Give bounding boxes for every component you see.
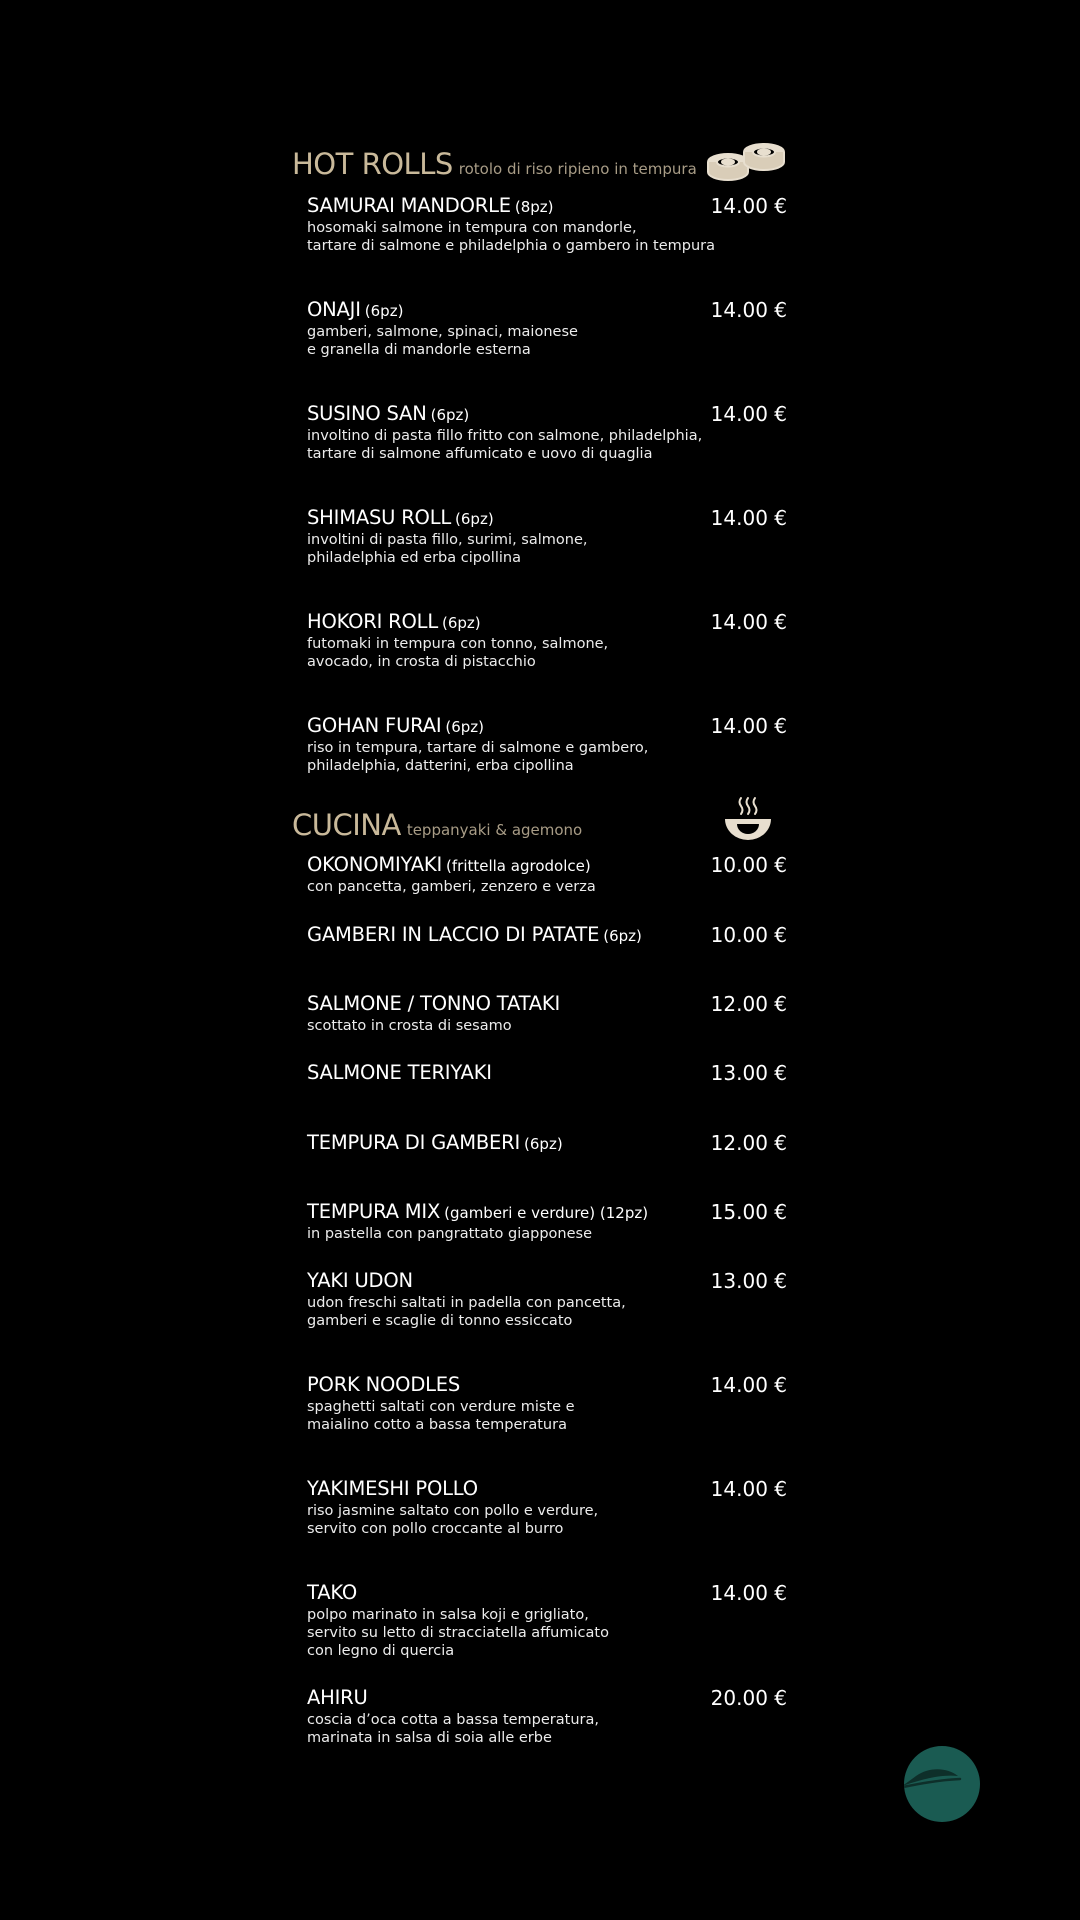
- item-desc-line: involtini di pasta fillo, surimi, salmone,: [307, 532, 588, 548]
- item-name: GOHAN FURAI: [307, 714, 442, 737]
- item-price: 15.00 €: [710, 1200, 787, 1224]
- item-qty: (6pz): [524, 1135, 563, 1153]
- menu-item: [307, 1476, 787, 1538]
- menu-item: [307, 991, 787, 1035]
- item-desc-line: con legno di quercia: [307, 1643, 455, 1659]
- item-qty: (6pz): [603, 927, 642, 945]
- item-desc-line: futomaki in tempura con tonno, salmone,: [307, 636, 609, 652]
- section-title: CUCINA: [292, 808, 401, 842]
- item-name: ONAJI: [307, 298, 361, 321]
- item-desc-line: riso jasmine saltato con pollo e verdure,: [307, 1503, 599, 1519]
- item-desc-line: servito con pollo croccante al burro: [307, 1521, 564, 1537]
- item-desc-line: in pastella con pangrattato giapponese: [307, 1226, 593, 1242]
- menu-item: [307, 1268, 787, 1330]
- item-desc-line: maialino cotto a bassa temperatura: [307, 1417, 567, 1433]
- item-qty: (6pz): [445, 718, 485, 736]
- item-price: 14.00 €: [710, 298, 787, 322]
- menu-item: [307, 401, 787, 463]
- section-title: HOT ROLLS: [292, 147, 453, 181]
- item-desc-line: con pancetta, gamberi, zenzero e verza: [307, 879, 596, 895]
- item-desc-line: riso in tempura, tartare di salmone e gambero,: [307, 740, 649, 756]
- item-qty: (8pz): [514, 198, 554, 216]
- item-qty: (frittella agrodolce): [446, 857, 591, 875]
- item-price: 12.00 €: [710, 992, 787, 1016]
- item-price: 12.00 €: [710, 1131, 787, 1155]
- menu-item: [307, 1372, 787, 1434]
- item-price: 10.00 €: [710, 853, 787, 877]
- item-price: 14.00 €: [710, 1581, 787, 1605]
- item-desc-line: involtino di pasta fillo fritto con salmone, philadelphia,: [307, 428, 703, 444]
- steaming-bowl-icon: [722, 795, 774, 843]
- item-price: 14.00 €: [710, 194, 787, 218]
- leaf-logo-icon: [904, 1746, 966, 1822]
- item-price: 13.00 €: [710, 1061, 787, 1085]
- item-price: 14.00 €: [710, 610, 787, 634]
- section-header-cucina: [292, 808, 582, 842]
- item-desc-line: marinata in salsa di soia alle erbe: [307, 1730, 552, 1746]
- item-price: 14.00 €: [710, 506, 787, 530]
- section-subtitle: rotolo di riso ripieno in tempura: [458, 160, 697, 178]
- item-name: SALMONE / TONNO TATAKI: [307, 992, 561, 1015]
- item-name: AHIRU: [307, 1686, 368, 1709]
- item-price: 14.00 €: [710, 402, 787, 426]
- menu-item: [307, 1060, 787, 1086]
- item-desc-line: polpo marinato in salsa koji e grigliato,: [307, 1607, 589, 1623]
- menu-item: [307, 852, 787, 896]
- item-desc-line: scottato in crosta di sesamo: [307, 1018, 512, 1034]
- item-name: GAMBERI IN LACCIO DI PATATE: [307, 923, 600, 946]
- menu-item: [307, 1130, 787, 1156]
- menu-item: [307, 922, 787, 948]
- item-name: TEMPURA MIX: [307, 1200, 441, 1223]
- menu-item: [307, 193, 787, 255]
- restaurant-logo: [904, 1746, 980, 1822]
- item-name: PORK NOODLES: [307, 1373, 461, 1396]
- item-price: 14.00 €: [710, 1477, 787, 1501]
- item-qty: (6pz): [430, 406, 470, 424]
- item-name: OKONOMIYAKI: [307, 853, 443, 876]
- item-name: YAKIMESHI POLLO: [307, 1477, 478, 1500]
- item-qty: (6pz): [364, 302, 404, 320]
- section-subtitle: teppanyaki & agemono: [406, 821, 583, 839]
- item-price: 10.00 €: [710, 923, 787, 947]
- menu-item: [307, 505, 787, 567]
- item-name: HOKORI ROLL: [307, 610, 439, 633]
- menu-item: [307, 1685, 787, 1747]
- item-qty: (6pz): [455, 510, 494, 528]
- item-price: 14.00 €: [710, 714, 787, 738]
- item-name: SHIMASU ROLL: [307, 506, 452, 529]
- item-name: TEMPURA DI GAMBERI: [307, 1131, 521, 1154]
- item-desc-line: philadelphia ed erba cipollina: [307, 550, 521, 566]
- menu-item: [307, 713, 787, 775]
- item-desc-line: servito su letto di stracciatella affumicato: [307, 1625, 609, 1641]
- item-name: YAKI UDON: [307, 1269, 413, 1292]
- item-desc-line: coscia d’oca cotta a bassa temperatura,: [307, 1712, 599, 1728]
- item-price: 20.00 €: [710, 1686, 787, 1710]
- item-desc-line: tartare di salmone affumicato e uovo di quaglia: [307, 446, 653, 462]
- item-desc-line: tartare di salmone e philadelphia o gambero in tempura: [307, 238, 715, 254]
- item-name: SAMURAI MANDORLE: [307, 194, 511, 217]
- menu-item: [307, 609, 787, 671]
- item-desc-line: hosomaki salmone in tempura con mandorle,: [307, 220, 637, 236]
- item-desc-line: gamberi e scaglie di tonno essiccato: [307, 1313, 573, 1329]
- item-desc-line: philadelphia, datterini, erba cipollina: [307, 758, 574, 774]
- sushi-rolls-icon: [706, 138, 788, 184]
- item-desc-line: gamberi, salmone, spinaci, maionese: [307, 324, 578, 340]
- item-qty: (6pz): [442, 614, 481, 632]
- menu-item: [307, 297, 787, 359]
- menu-item: [307, 1580, 787, 1660]
- menu-item: [307, 1199, 787, 1243]
- item-price: 13.00 €: [710, 1269, 787, 1293]
- item-desc-line: spaghetti saltati con verdure miste e: [307, 1399, 575, 1415]
- item-desc-line: e granella di mandorle esterna: [307, 342, 531, 358]
- section-header-hot-rolls: [292, 147, 697, 181]
- item-desc-line: udon freschi saltati in padella con pancetta,: [307, 1295, 626, 1311]
- item-qty: (gamberi e verdure) (12pz): [444, 1204, 649, 1222]
- item-desc-line: avocado, in crosta di pistacchio: [307, 654, 536, 670]
- item-name: SALMONE TERIYAKI: [307, 1061, 492, 1084]
- item-price: 14.00 €: [710, 1373, 787, 1397]
- item-name: TAKO: [307, 1581, 358, 1604]
- item-name: SUSINO SAN: [307, 402, 427, 425]
